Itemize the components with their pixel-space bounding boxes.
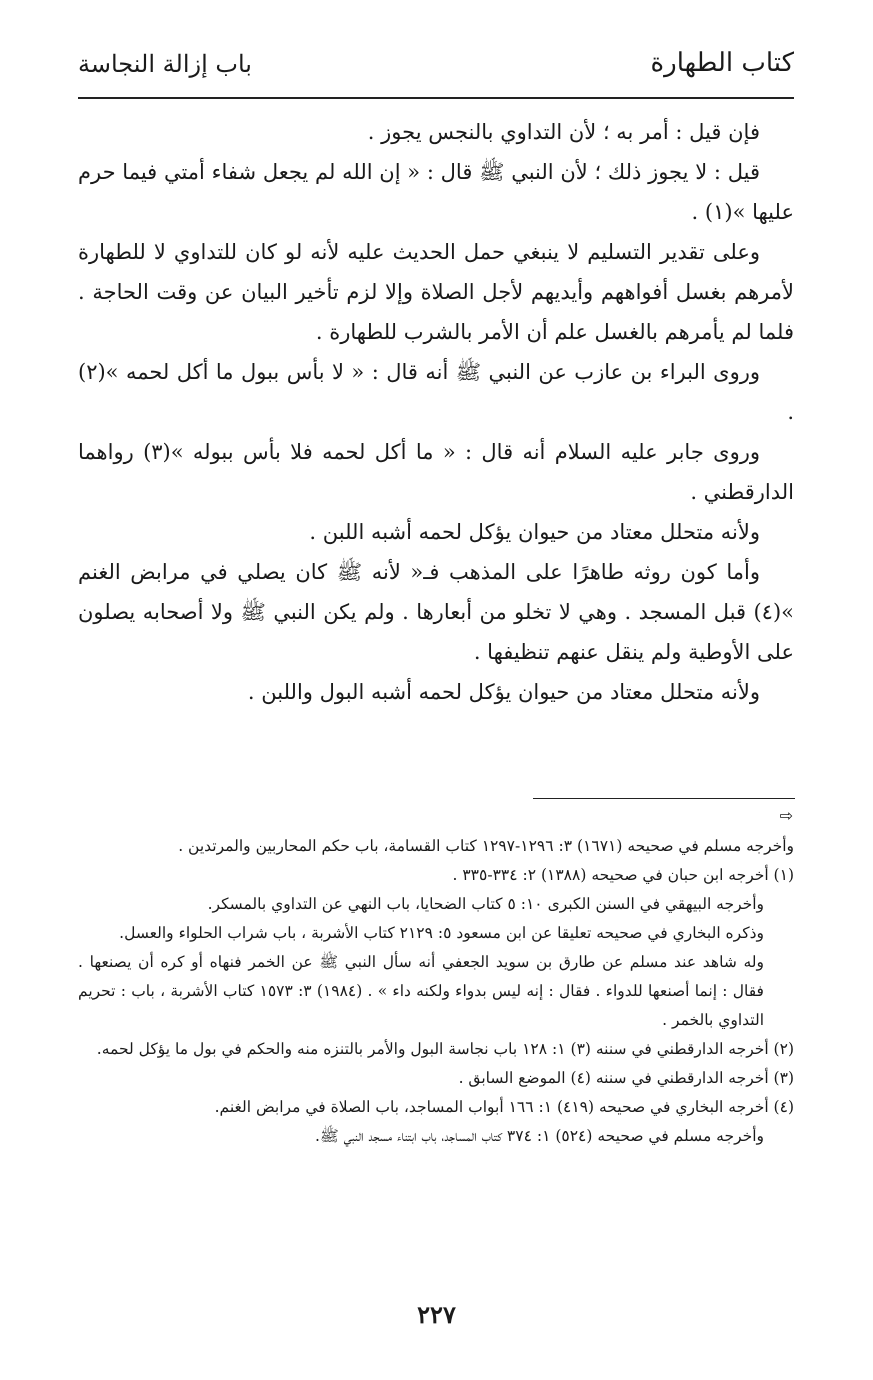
paragraph: وروى جابر عليه السلام أنه قال : « ما أكل لحمه فلا بأس ببوله »(٣) رواهما الدارقطني . bbox=[78, 440, 794, 504]
footnote-item: وذكره البخاري في صحيحه تعليقا عن ابن مسعود ٥: ٢١٢٩ كتاب الأشربة ، باب شراب الحلواء والعسل. bbox=[119, 924, 764, 942]
paragraph: ولأنه متحلل معتاد من حيوان يؤكل لحمه أشبه البول واللبن . bbox=[247, 680, 760, 704]
paragraph: وروى البراء بن عازب عن النبي ﷺ أنه قال : « لا بأس ببول ما أكل لحمه »(٢) . bbox=[78, 360, 794, 424]
paragraph: وعلى تقدير التسليم لا ينبغي حمل الحديث عليه لأنه لو كان للتداوي لا للطهارة لأمرهم بغسل أفواههم وأيديهم لأجل الصلاة وإلا لزم تأخير البيان عن وقت الحاجة . فلما لم يأمرهم بالغسل علم أن الأمر بالشرب للطهارة . bbox=[78, 240, 794, 344]
footnote-item: وله شاهد عند مسلم عن طارق بن سويد الجعفي أنه سأل النبي ﷺ عن الخمر فنهاه أو كره أن يصنعها . فقال : إنما أصنعها للدواء . فقال : إنه ليس بدواء ولكنه داء » . (١٩٨٤) ٣: ١٥٧٣ كتاب الأشربة ، باب : تحريم التداوي بالخمر . bbox=[78, 953, 764, 1029]
footnote-divider bbox=[533, 798, 795, 799]
page-number: ٢٢٧ bbox=[417, 1300, 456, 1329]
footnote-item: (٤) أخرجه البخاري في صحيحه (٤١٩) ١: ١٦٦ أبواب المساجد، باب الصلاة في مرابض الغنم. bbox=[214, 1098, 794, 1116]
paragraph: قيل : لا يجوز ذلك ؛ لأن النبي ﷺ قال : « إن الله لم يجعل شفاء أمتي فيما حرم عليها »(١) . bbox=[78, 160, 794, 224]
footnotes bbox=[78, 832, 794, 1151]
chapter-title: باب إزالة النجاسة bbox=[78, 50, 252, 78]
paragraph: ولأنه متحلل معتاد من حيوان يؤكل لحمه أشبه اللبن . bbox=[309, 520, 760, 544]
footnote-item: (٢) أخرجه الدارقطني في سننه (٣) ١: ١٢٨ باب نجاسة البول والأمر بالتنزه منه والحكم في بول ما يؤكل لحمه. bbox=[96, 1040, 794, 1058]
footnote-item: (١) أخرجه ابن حبان في صحيحه (١٣٨٨) ٢: ٣٣٤-٣٣٥ . bbox=[452, 866, 794, 884]
main-text bbox=[78, 112, 794, 712]
header-divider bbox=[78, 97, 794, 99]
paragraph: وأما كون روثه طاهرًا على المذهب فـ« لأنه ﷺ كان يصلي في مرابض الغنم »(٤) قبل المسجد . وهي لا تخلو من أبعارها . ولم يكن النبي ﷺ ولا أصحابه يصلون على الأوطية ولم ينقل عنهم تنظيفها . bbox=[78, 560, 794, 664]
paragraph: فإن قيل : أمر به ؛ لأن التداوي بالنجس يجوز . bbox=[367, 120, 760, 144]
book-title: كتاب الطهارة bbox=[650, 48, 794, 78]
footnote-item: (٣) أخرجه الدارقطني في سننه (٤) الموضع السابق . bbox=[458, 1069, 794, 1087]
running-header bbox=[78, 44, 794, 88]
continuation-arrow-icon: ⇨ bbox=[779, 806, 793, 825]
footnote-item: وأخرجه مسلم في صحيحه (١٦٧١) ٣: ١٢٩٦-١٢٩٧ كتاب القسامة، باب حكم المحاربين والمرتدين . bbox=[178, 837, 794, 855]
footnote-item: وأخرجه البيهقي في السنن الكبرى ١٠: ٥ كتاب الضحايا، باب النهي عن التداوي بالمسكر. bbox=[207, 895, 764, 913]
footnote-item: وأخرجه مسلم في صحيحه (٥٢٤) ١: ٣٧٤ كتاب المساجد، باب ابتناء مسجد النبي ﷺ. bbox=[315, 1127, 764, 1145]
